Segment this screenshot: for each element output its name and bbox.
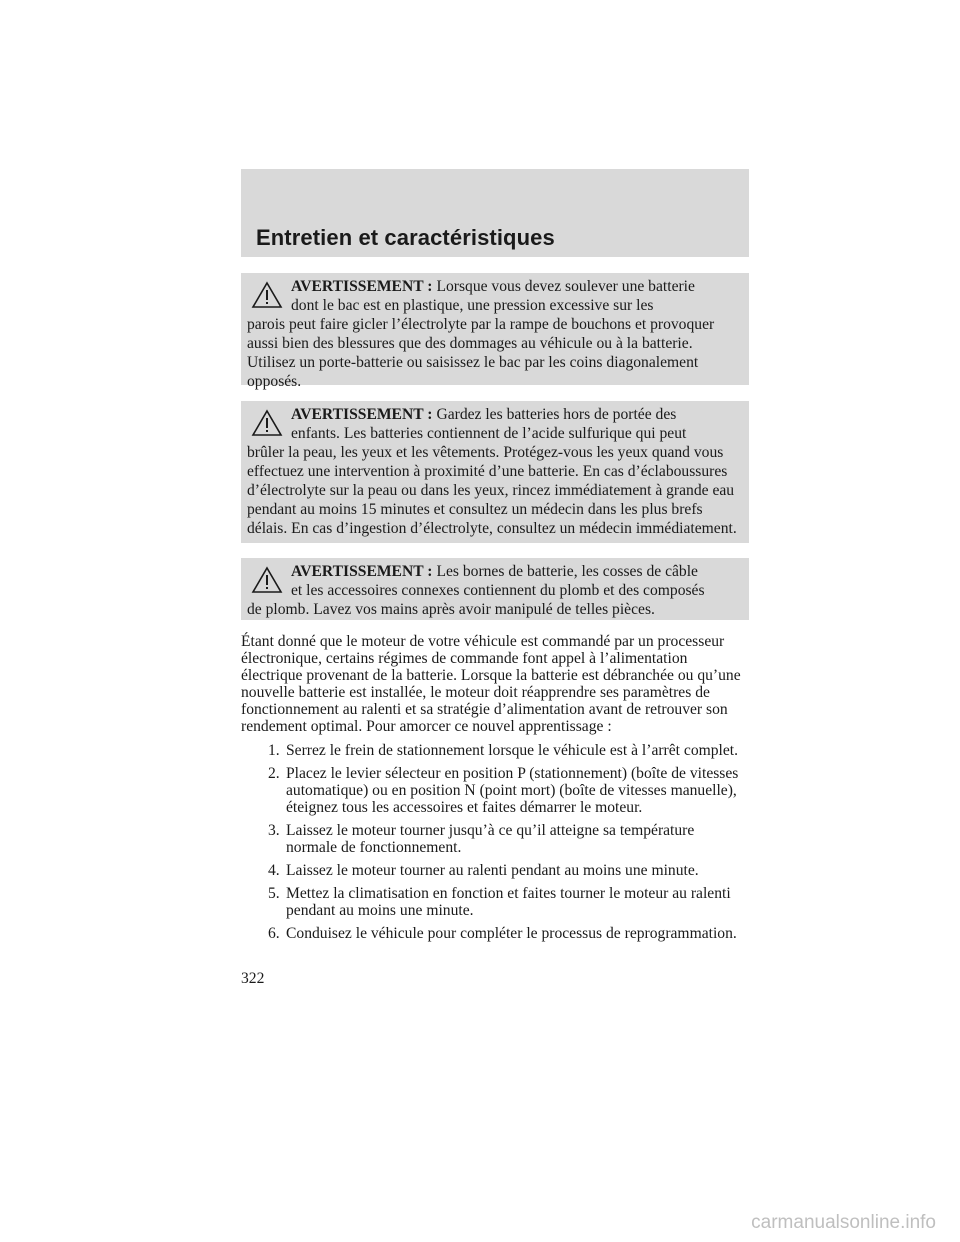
warning-text: parois peut faire gicler l’électrolyte par la rampe de bouchons et provoquer aussi bien des blessures que des dommages au véhicule ou à la batterie. Utilisez un porte-batterie ou saisissez le bac par les coins diagonalement opposés. (247, 316, 715, 390)
warning-triangle-icon (251, 281, 283, 309)
procedure-steps (268, 742, 748, 948)
list-item (268, 742, 748, 759)
step-text: Laissez le moteur tourner jusqu’à ce qu’il atteigne sa température normale de fonctionnement. (286, 822, 695, 856)
list-item (268, 885, 748, 919)
warning-text-line: dont le bac est en plastique, une pression excessive sur les (291, 297, 654, 314)
step-number: 3. (268, 822, 280, 839)
section-title: Entretien et caractéristiques (256, 225, 555, 250)
warning-triangle-icon (251, 566, 283, 594)
step-text: Conduisez le véhicule pour compléter le processus de reprogrammation. (286, 925, 737, 942)
step-text: Laissez le moteur tourner au ralenti pendant au moins une minute. (286, 862, 699, 879)
list-item (268, 925, 748, 942)
step-text: Mettez la climatisation en fonction et faites tourner le moteur au ralenti pendant au moins une minute. (286, 885, 731, 919)
list-item (268, 765, 748, 816)
warning-text-line: Gardez les batteries hors de portée des (436, 406, 677, 423)
step-text: Placez le levier sélecteur en position P (stationnement) (boîte de vitesses automatique) ou en position N (point mort) (boîte de vitesses manuelle), éteignez tous les accessoires et faites démarrer le moteur. (286, 765, 739, 816)
body-paragraph: Étant donné que le moteur de votre véhicule est commandé par un processeur électronique, certains régimes de commande font appel à l’alimentation électrique provenant de la batterie. Lorsque la batterie est débranchée ou qu’une nouvelle batterie est installée, le moteur doit réapprendre ses paramètres de fonctionnement au ralenti et sa stratégie d’alimentation avant de retrouver son rendement optimal. Pour amorcer ce nouvel apprentissage : (241, 633, 741, 735)
warning-label: AVERTISSEMENT : (291, 563, 433, 580)
warning-triangle-icon (251, 409, 283, 437)
warning-box-acid (241, 401, 749, 543)
warning-text-line: Lorsque vous devez soulever une batterie (436, 278, 695, 295)
page-number: 322 (241, 970, 265, 987)
step-number: 4. (268, 862, 280, 879)
watermark: carmanualsonline.info (751, 1212, 936, 1233)
section-header (241, 169, 749, 257)
warning-text: brûler la peau, les yeux et les vêtements. Protégez-vous les yeux quand vous effectuez une intervention à proximité d’une batterie. En cas d’éclaboussures d’électrolyte sur la peau ou dans les yeux, rincez immédiatement à grande eau pendant au moins 15 minutes et consultez un médecin dans les plus brefs délais. En cas d’ingestion d’électrolyte, consultez un médecin immédiatement. (247, 444, 737, 537)
list-item (268, 862, 748, 879)
step-number: 5. (268, 885, 280, 902)
warning-box-lead (241, 558, 749, 620)
warning-text-line: et les accessoires connexes contiennent du plomb et des composés (291, 582, 705, 599)
warning-box-lifting (241, 273, 749, 390)
warning-text: de plomb. Lavez vos mains après avoir manipulé de telles pièces. (247, 601, 655, 618)
warning-label: AVERTISSEMENT : (291, 278, 433, 295)
list-item (268, 822, 748, 856)
step-number: 2. (268, 765, 280, 782)
warning-text-line: Les bornes de batterie, les cosses de câble (436, 563, 698, 580)
step-number: 6. (268, 925, 280, 942)
warning-label: AVERTISSEMENT : (291, 406, 433, 423)
step-text: Serrez le frein de stationnement lorsque le véhicule est à l’arrêt complet. (286, 742, 739, 759)
warning-text-line: enfants. Les batteries contiennent de l’acide sulfurique qui peut (291, 425, 687, 442)
step-number: 1. (268, 742, 280, 759)
